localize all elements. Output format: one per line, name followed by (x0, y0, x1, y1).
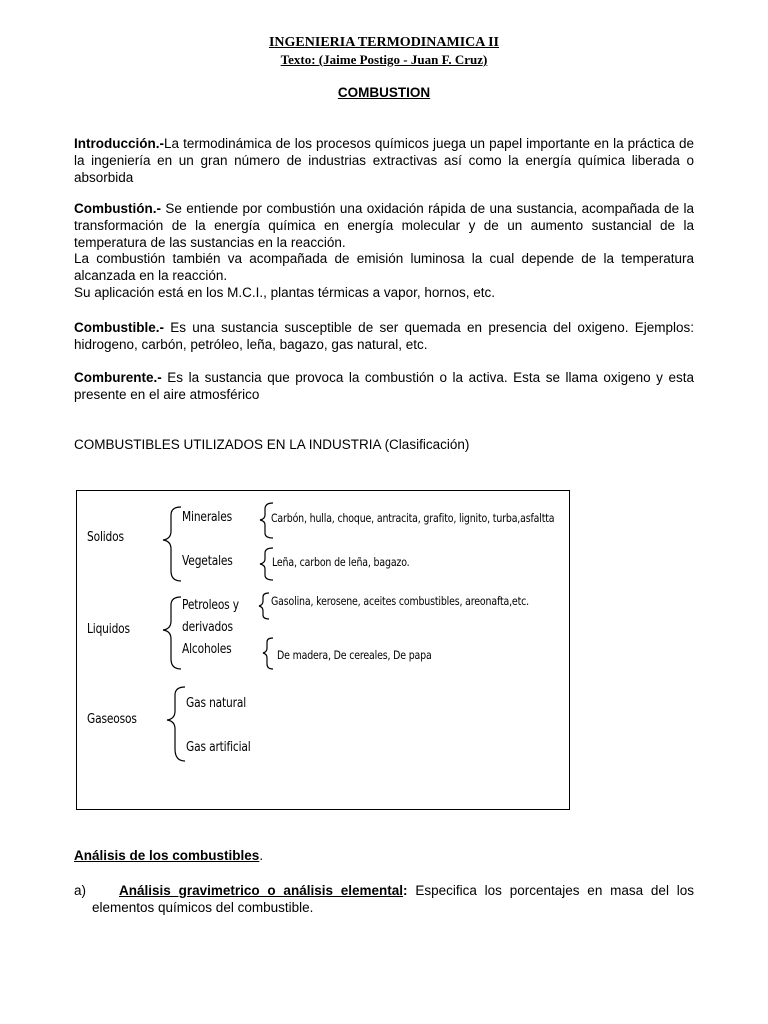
comburente-paragraph (74, 370, 694, 404)
classification-diagram (76, 490, 570, 810)
vegetales-items: Leña, carbon de leña, bagazo. (272, 555, 410, 569)
combustible-term: Combustible.- (74, 320, 164, 335)
comburente-text: Es la sustancia que provoca la combustión o la activa. Esta se llama oxigeno y esta presente en el aire atmosférico (74, 370, 694, 402)
brace-petroleos (259, 593, 269, 619)
label-gas-artificial: Gas artificial (186, 740, 251, 755)
label-solidos: Solidos (87, 530, 124, 545)
section-title: COMBUSTIBLES UTILIZADOS EN LA INDUSTRIA (Clasificación) (74, 437, 470, 452)
intro-term: Introducción.- (74, 136, 164, 151)
document-title: COMBUSTION (337, 85, 431, 100)
item-a-colon: : (403, 883, 408, 898)
analisis-title: Análisis de los combustibles (74, 848, 260, 863)
combustion-term: Combustión.- (74, 201, 161, 216)
intro-text: La termodinámica de los procesos químicos juega un papel importante en la práctica de la ingeniería en un gran número de industrias extractivas así como la energía química liberada o absorbida (74, 136, 694, 185)
item-a-label: a) (74, 883, 87, 898)
alcoholes-items: De madera, De cereales, De papa (277, 648, 432, 662)
combustion-text-2: La combustión también va acompañada de emisión luminosa la cual depende de la temperatura alcanzada en la reacción. (74, 251, 694, 284)
analisis-period: . (259, 848, 264, 863)
petroleos-items: Gasolina, kerosene, aceites combustibles, areonafta,etc. (271, 594, 529, 608)
combustion-text-3: Su aplicación está en los M.C.I., plantas térmicas a vapor, hornos, etc. (74, 284, 495, 300)
item-a-body (74, 882, 694, 916)
label-gaseosos: Gaseosos (87, 712, 137, 727)
comburente-term: Comburente.- (74, 370, 162, 385)
brace-gaseosos (167, 687, 185, 761)
course-title: INGENIERIA TERMODINAMICA II (268, 35, 499, 50)
intro-paragraph (74, 136, 694, 186)
label-alcoholes: Alcoholes (182, 642, 232, 657)
brace-solidos (163, 507, 181, 581)
item-a-title: Análisis gravimetrico o análisis elemental (119, 883, 404, 898)
label-petroleos-2: derivados (182, 620, 233, 635)
minerales-items: Carbón, hulla, choque, antracita, grafito, lignito, turba,asfaltta (271, 511, 555, 525)
label-petroleos-1: Petroleos y (182, 598, 239, 613)
analisis-item-a (74, 882, 694, 916)
brace-alcoholes (263, 638, 273, 669)
label-vegetales: Vegetales (182, 554, 233, 569)
item-a-text: Especifica los porcentajes en masa del los elementos químicos del combustible. (92, 883, 694, 915)
analisis-heading (74, 848, 263, 863)
label-minerales: Minerales (182, 510, 232, 525)
label-liquidos: Liquidos (87, 622, 130, 637)
combustible-text: Es una sustancia susceptible de ser quemada en presencia del oxigeno. Ejemplos: hidrogeno, carbón, petróleo, leña, bagazo, gas natural, etc. (74, 320, 694, 352)
brace-liquidos (163, 597, 181, 669)
combustible-paragraph (74, 320, 694, 354)
combustion-text-1: Se entiende por combustión una oxidación rápida de una sustancia, acompañada de la transformación de la energía química en energía molecular y de un aumento sustancial de la temperatura de las sustancias en la reacción. (74, 201, 694, 250)
label-gas-natural: Gas natural (186, 696, 247, 711)
combustion-paragraph (74, 201, 694, 302)
text-reference: Texto: (Jaime Postigo - Juan F. Cruz) (280, 52, 488, 67)
